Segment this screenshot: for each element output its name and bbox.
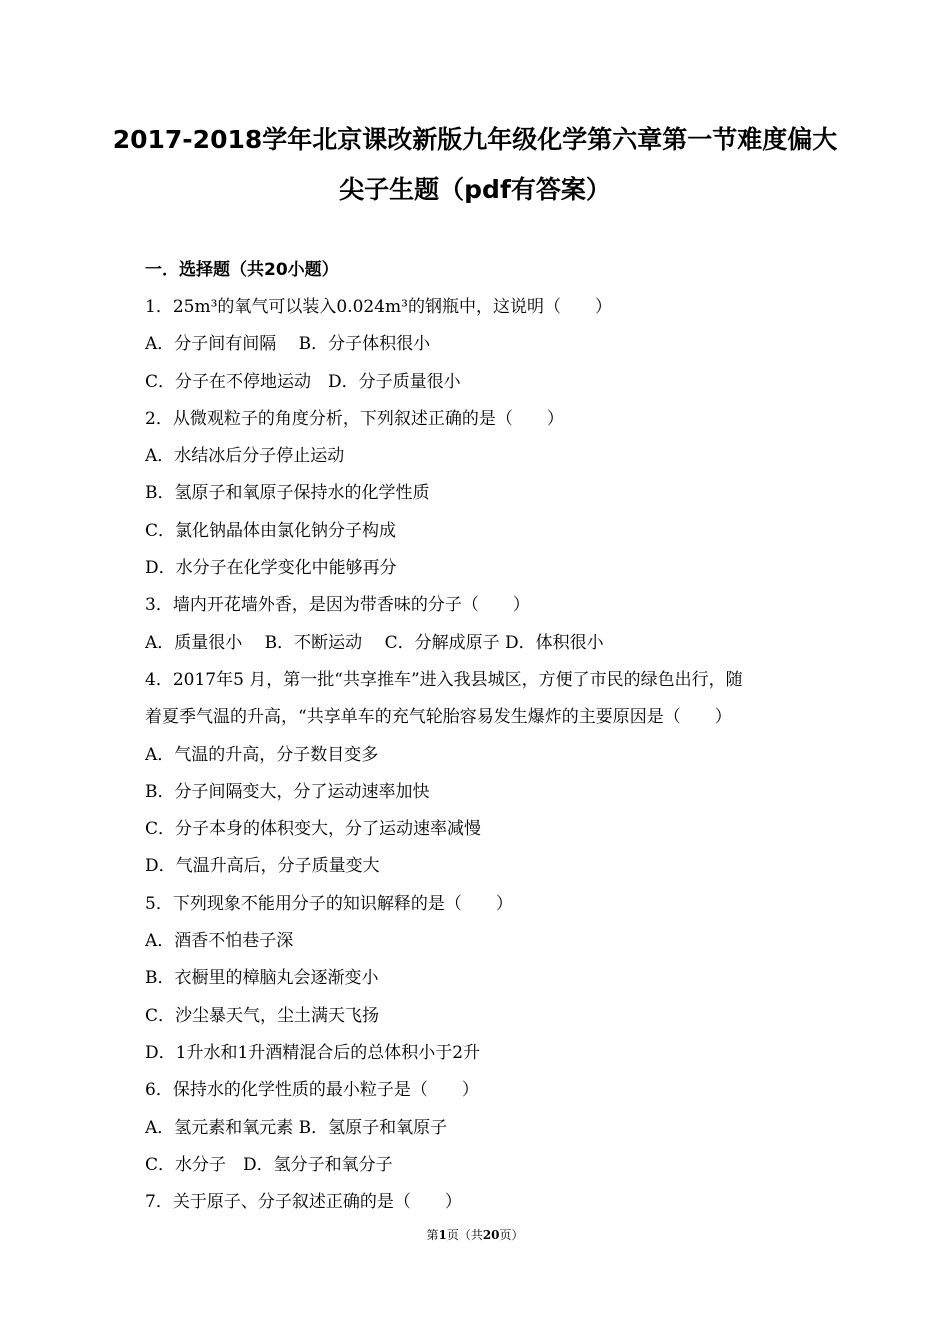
footer-suffix: 页） xyxy=(499,1228,524,1242)
question-line: 着夏季气温的升高，“共享单车的充气轮胎容易发生爆炸的主要原因是（ ） xyxy=(145,707,732,728)
footer-total-pages: 20 xyxy=(482,1228,500,1242)
question-line: B．衣橱里的樟脑丸会逐渐变小 xyxy=(145,968,379,989)
document-title-line-1: 2017-2018学年北京课改新版九年级化学第六章第一节难度偏大 xyxy=(112,125,838,154)
question-line: B．分子间隔变大，分了运动速率加快 xyxy=(145,781,430,802)
question-line: B．氢原子和氧原子保持水的化学性质 xyxy=(145,483,430,504)
question-line: C．分子本身的体积变大，分了运动速率减慢 xyxy=(145,819,482,840)
question-line: C．分子在不停地运动 D．分子质量很小 xyxy=(145,371,461,392)
question-line: D．气温升高后，分子质量变大 xyxy=(145,856,380,877)
question-line: D．1升水和1升酒精混合后的总体积小于2升 xyxy=(145,1042,481,1063)
document-title-line-2: 尖子生题（pdf有答案） xyxy=(339,175,611,204)
footer-page-number: 1 xyxy=(438,1228,447,1242)
question-line: C．氯化钠晶体由氯化钠分子构成 xyxy=(145,520,397,541)
footer-middle: 页（共 xyxy=(446,1228,483,1242)
footer-prefix: 第 xyxy=(426,1228,439,1242)
question-line: 2．从微观粒子的角度分析，下列叙述正确的是（ ） xyxy=(145,408,564,429)
question-list xyxy=(145,295,825,1227)
question-line: C．沙尘暴天气，尘土满天飞扬 xyxy=(145,1005,380,1026)
question-line: C．水分子 D．氢分子和氧分子 xyxy=(145,1154,393,1175)
question-line: 4．2017年5 月，第一批“共享推车”进入我县城区，方便了市民的绿色出行，随 xyxy=(145,669,743,690)
question-line: A．质量很小 B．不断运动 C．分解成原子 D．体积很小 xyxy=(145,632,604,653)
question-line: 6．保持水的化学性质的最小粒子是（ ） xyxy=(145,1080,479,1101)
page-footer xyxy=(0,1226,950,1244)
question-line: D．水分子在化学变化中能够再分 xyxy=(145,558,397,579)
question-line: 1．25m³的氧气可以装入0.024m³的钢瓶中，这说明（ ） xyxy=(145,297,612,317)
question-line: A．分子间有间隔 B．分子体积很小 xyxy=(145,334,431,355)
question-line: A．水结冰后分子停止运动 xyxy=(145,446,345,467)
question-line: 5．下列现象不能用分子的知识解释的是（ ） xyxy=(145,893,513,914)
question-line: A．气温的升高，分子数目变多 xyxy=(145,744,379,765)
question-line: A．氢元素和氧元素 B．氢原子和氧原子 xyxy=(145,1117,448,1138)
section-heading: 一．选择题（共20小题） xyxy=(145,260,339,280)
question-line: A．酒香不怕巷子深 xyxy=(145,931,294,952)
question-line: 7．关于原子、分子叙述正确的是（ ） xyxy=(145,1192,462,1213)
question-line: 3．墙内开花墙外香，是因为带香味的分子（ ） xyxy=(145,595,530,616)
